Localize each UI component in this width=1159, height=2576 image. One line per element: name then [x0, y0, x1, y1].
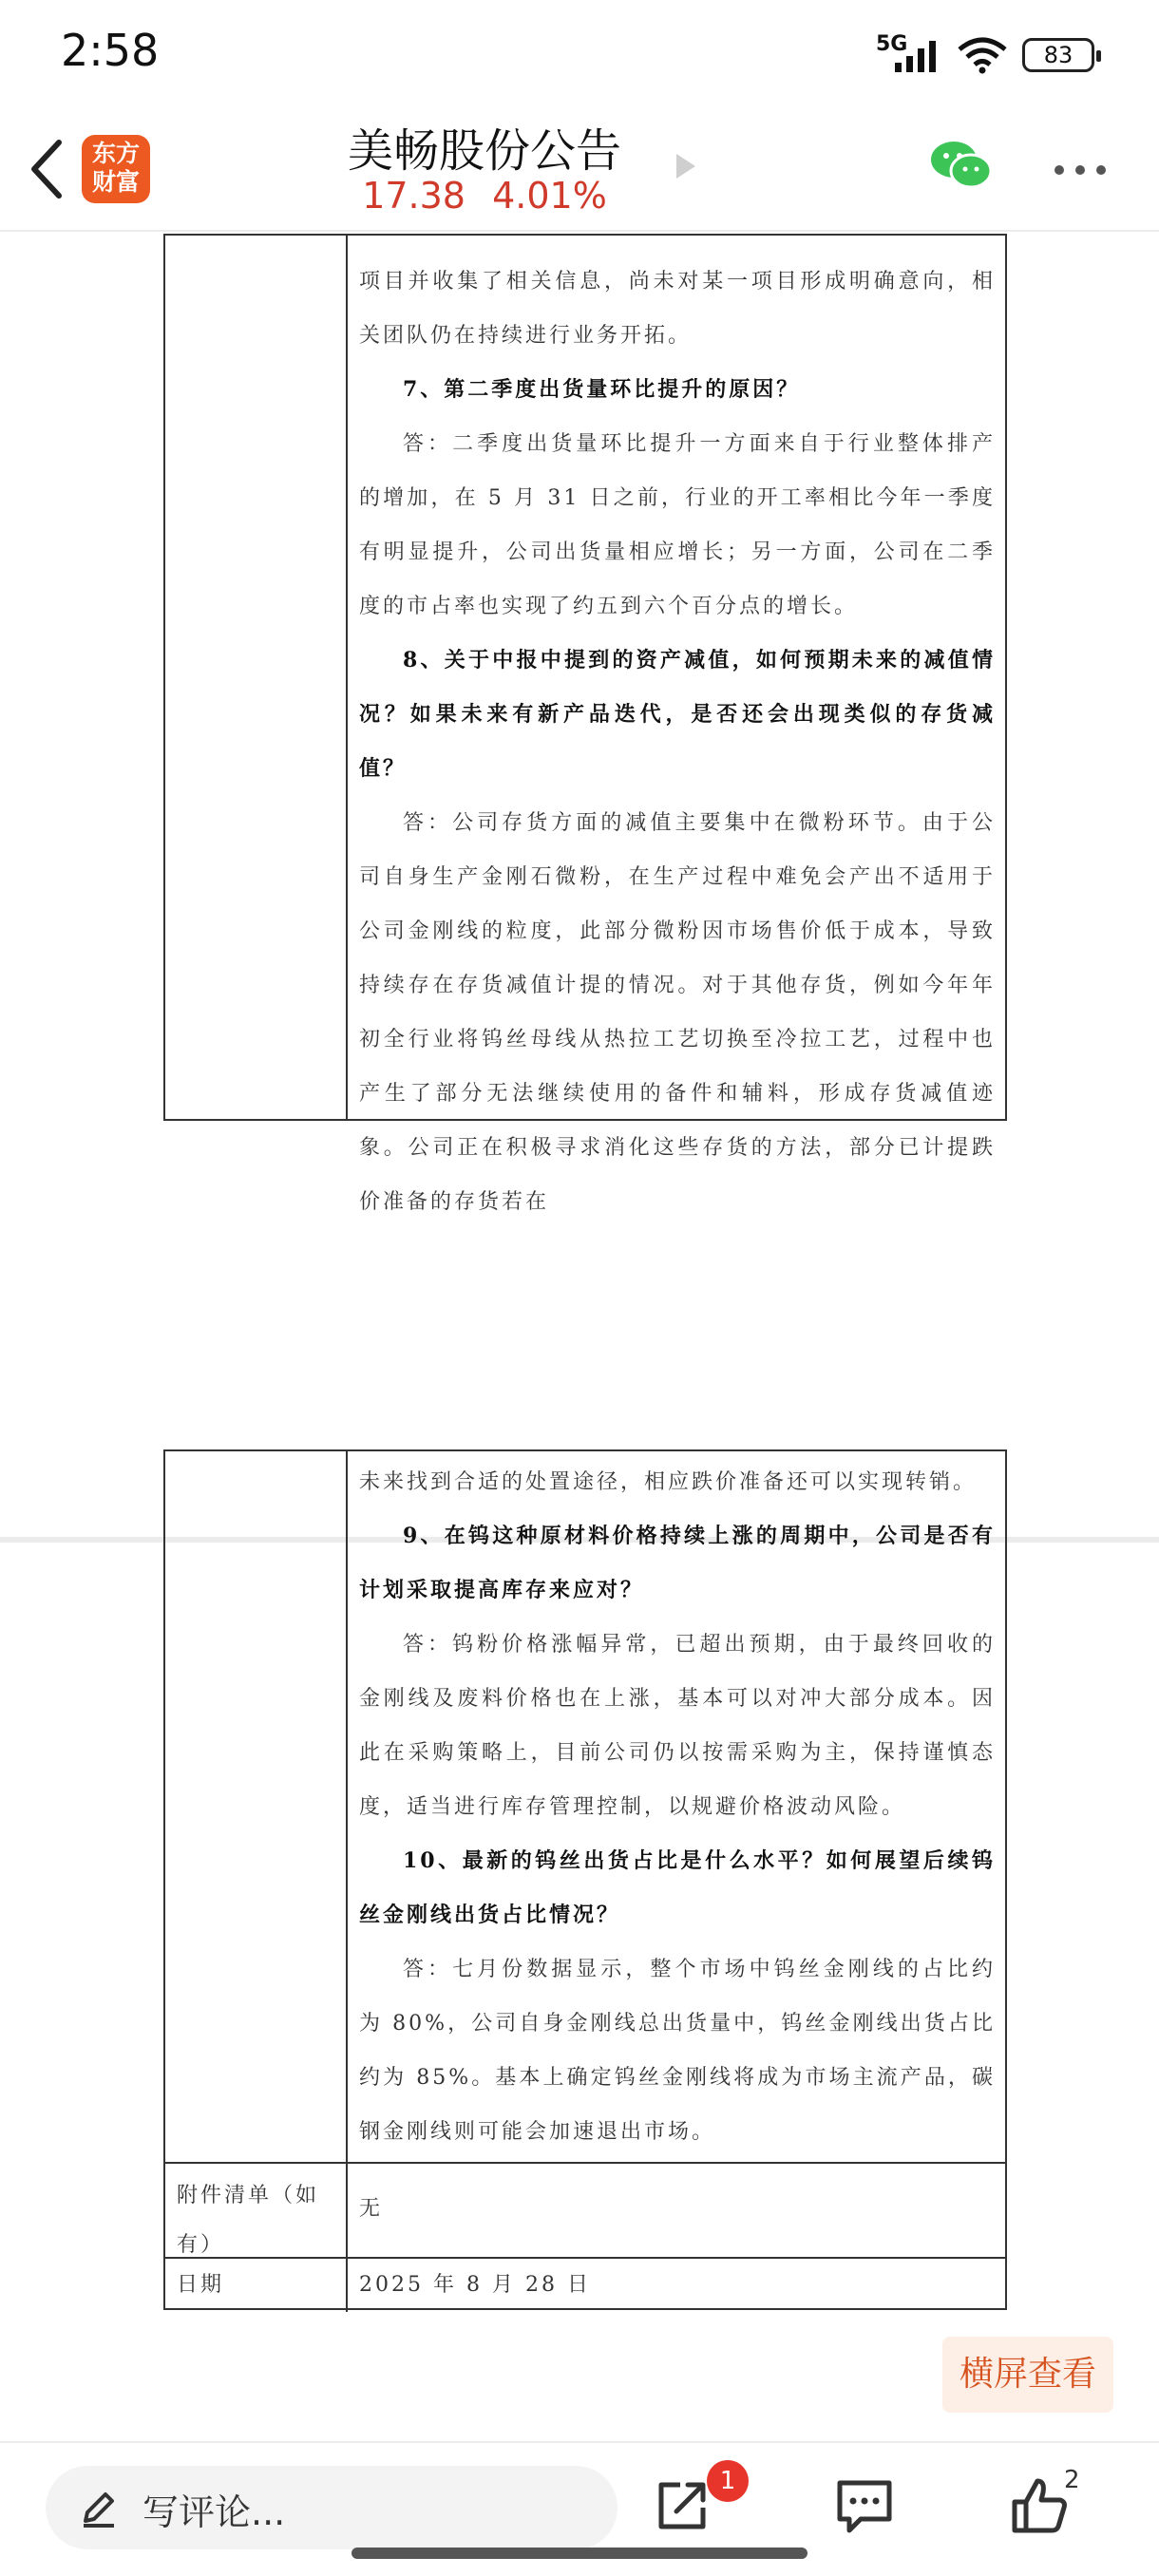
doc-paragraph: 未来找到合适的处置途径，相应跌价准备还可以实现转销。 [359, 1470, 978, 1494]
nav-header [0, 106, 1159, 232]
doc-table-page2 [163, 1449, 1007, 2310]
logo-text-line2: 财富 [91, 168, 140, 196]
date-value: 2025 年 8 月 28 日 [359, 2273, 591, 2297]
stock-change: 4.01% [492, 175, 607, 217]
eastmoney-logo[interactable] [82, 135, 150, 203]
date-label: 日期 [165, 2259, 348, 2312]
signal-icon [893, 38, 948, 72]
comments-icon[interactable] [834, 2477, 895, 2536]
like-thumb-icon[interactable] [1009, 2475, 1070, 2536]
status-bar [0, 0, 1159, 106]
page-title[interactable]: 美畅股份公告 [347, 124, 621, 178]
doc-question: 10、最新的钨丝出货占比是什么水平？如何展望后续钨丝金刚线出货占比情况？ [359, 1848, 996, 1927]
attachment-row [165, 2162, 1005, 2257]
like-count: 2 [1064, 2466, 1080, 2494]
attachment-label: 附件清单（如有） [165, 2164, 348, 2257]
stock-quote[interactable] [285, 175, 684, 217]
table-content-column [348, 1451, 1005, 2162]
doc-table-page1 [163, 234, 1007, 1214]
share-icon[interactable] [652, 2475, 712, 2536]
wechat-icon[interactable] [929, 139, 994, 192]
table-label-column [165, 236, 348, 1119]
doc-answer: 答：七月份数据显示，整个市场中钨丝金刚线的占比约为 80%，公司自身金刚线总出货量中，钨丝金刚线出货占比约为 85%。基本上确定钨丝金刚线将成为市场主流产品，碳钢金刚线则可能会加速退出市场。 [359, 1958, 996, 2144]
doc-question: 7、第二季度出货量环比提升的原因？ [403, 377, 801, 402]
bottom-action-bar [0, 2441, 1159, 2576]
wifi-icon [956, 36, 1009, 74]
doc-answer: 答：二季度出货量环比提升一方面来自于行业整体排产的增加，在 5 月 31 日之前，行业的开工率相比今年一季度有明显提升，公司出货量相应增长；另一方面，公司在二季度的市占率也实现了约五到六个百分点的增长。 [359, 432, 996, 618]
table-label-column [165, 1451, 348, 2162]
network-type: 5G [876, 32, 908, 56]
logo-text-line1: 东方 [91, 140, 140, 167]
doc-paragraph: 项目并收集了相关信息，尚未对某一项目形成明确意向，相关团队仍在持续进行业务开拓。 [359, 270, 996, 348]
share-count-badge: 1 [707, 2460, 749, 2502]
comment-placeholder: 写评论... [142, 2491, 286, 2533]
home-indicator [352, 2548, 808, 2559]
doc-question: 9、在钨这种原材料价格持续上涨的周期中，公司是否有计划采取提高库存来应对？ [359, 1524, 996, 1602]
table-content-column [348, 236, 1005, 1229]
status-time: 2:58 [61, 25, 160, 76]
pen-icon [78, 2487, 120, 2529]
back-arrow-icon[interactable] [19, 131, 76, 207]
more-options-icon[interactable] [1053, 163, 1108, 177]
attachment-value: 无 [359, 2197, 384, 2221]
doc-answer: 答：公司存货方面的减值主要集中在微粉环节。由于公司自身生产金刚石微粉，在生产过程中难免会产出不适用于公司金刚线的粒度，此部分微粉因市场售价低于成本，导致持续存在存货减值计提的情况。对于其他存货，例如今年年初全行业将钨丝母线从热拉工艺切换至冷拉工艺，过程中也产生了部分无法继续使用的备件和辅料，形成存货减值迹象。公司正在积极寻求消化这些存货的方法，部分已计提跌价准备的存货若在 [359, 811, 996, 1214]
stock-price: 17.38 [362, 175, 466, 217]
comment-input[interactable] [46, 2466, 618, 2549]
landscape-view-button[interactable]: 横屏查看 [942, 2337, 1113, 2413]
doc-question: 8、关于中报中提到的资产减值，如何预期未来的减值情况？如果未来有新产品迭代，是否还会出现类似的存货减值？ [359, 648, 996, 781]
battery-indicator: 83 [1022, 38, 1094, 72]
doc-answer: 答：钨粉价格涨幅异常，已超出预期，由于最终回收的金刚线及废料价格也在上涨，基本可以对冲大部分成本。因此在采购策略上，目前公司仍以按需采购为主，保持谨慎态度，适当进行库存管理控制，以规避价格波动风险。 [359, 1633, 996, 1819]
play-triangle-icon[interactable] [674, 152, 697, 180]
date-row [165, 2257, 1005, 2312]
